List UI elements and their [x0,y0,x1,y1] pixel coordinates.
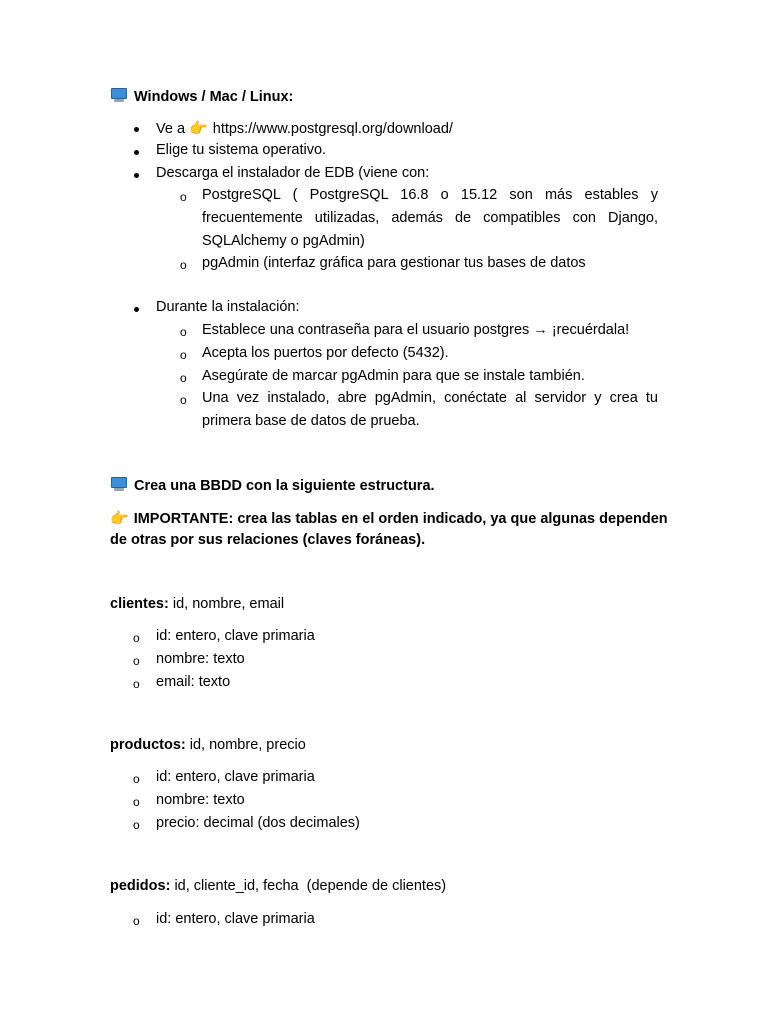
important-note: 👉 IMPORTANTE: crea las tablas en el orden indicado, ya que algunas dependen [110,510,668,527]
download-link[interactable]: https://www.postgresql.org/download/ [212,121,453,137]
table-pedidos-heading: pedidos: id, cliente_id, fecha (depende de clientes) [110,878,447,894]
sub-bullet-icon: o [133,772,140,786]
bullet-icon [134,173,139,178]
sub-list-item-cont: primera base de datos de prueba. [202,413,420,429]
sub-list-item-cont: frecuentemente utilizadas, además de compatibles con Django, [202,210,658,226]
section-heading-os: Windows / Mac / Linux: [110,88,293,105]
sub-bullet-icon: o [133,677,140,691]
pointing-hand-icon: 👉 [110,510,129,527]
sub-list-item: pgAdmin (interfaz gráfica para gestionar tus bases de datos [202,255,586,271]
field-item: nombre: texto [156,651,245,667]
list-item: Elige tu sistema operativo. [156,142,327,158]
pointing-hand-icon: 👉 [189,120,208,137]
sub-bullet-icon: o [180,258,187,272]
bullet-icon [134,150,139,155]
field-item: id: entero, clave primaria [156,911,315,927]
field-item: id: entero, clave primaria [156,769,315,785]
field-item: precio: decimal (dos decimales) [156,815,360,831]
bullet-icon [134,127,139,132]
list-item: Ve a 👉 https://www.postgresql.org/download/ [156,120,453,137]
sub-bullet-icon: o [133,631,140,645]
sub-bullet-icon: o [133,914,140,928]
field-item: nombre: texto [156,792,245,808]
sub-bullet-icon: o [133,654,140,668]
table-clientes-heading: clientes: id, nombre, email [110,596,285,612]
list-item: Descarga el instalador de EDB (viene con: [156,165,430,181]
computer-icon [110,477,128,492]
bullet-icon [134,307,139,312]
field-item: id: entero, clave primaria [156,628,315,644]
sub-list-item: Acepta los puertos por defecto (5432). [202,345,449,361]
sub-bullet-icon: o [180,393,187,407]
sub-list-item: Asegúrate de marcar pgAdmin para que se instale también. [202,368,585,384]
sub-list-item: PostgreSQL ( PostgreSQL 16.8 o 15.12 son más estables y [202,187,658,203]
table-productos-heading: productos: id, nombre, precio [110,737,306,753]
sub-bullet-icon: o [180,190,187,204]
sub-bullet-icon: o [133,818,140,832]
sub-bullet-icon: o [180,371,187,385]
sub-list-item: Establece una contraseña para el usuario postgres → ¡recuérdala! [202,322,630,338]
section-heading-db: Crea una BBDD con la siguiente estructura. [110,477,435,494]
sub-bullet-icon: o [180,348,187,362]
sub-list-item: Una vez instalado, abre pgAdmin, conéctate al servidor y crea tu [202,390,658,406]
sub-list-item-cont: SQLAlchemy o pgAdmin) [202,233,365,249]
important-note-cont: de otras por sus relaciones (claves foráneas). [110,532,426,548]
sub-bullet-icon: o [133,795,140,809]
computer-icon [110,88,128,103]
sub-bullet-icon: o [180,325,187,339]
list-item: Durante la instalación: [156,299,300,315]
field-item: email: texto [156,674,231,690]
